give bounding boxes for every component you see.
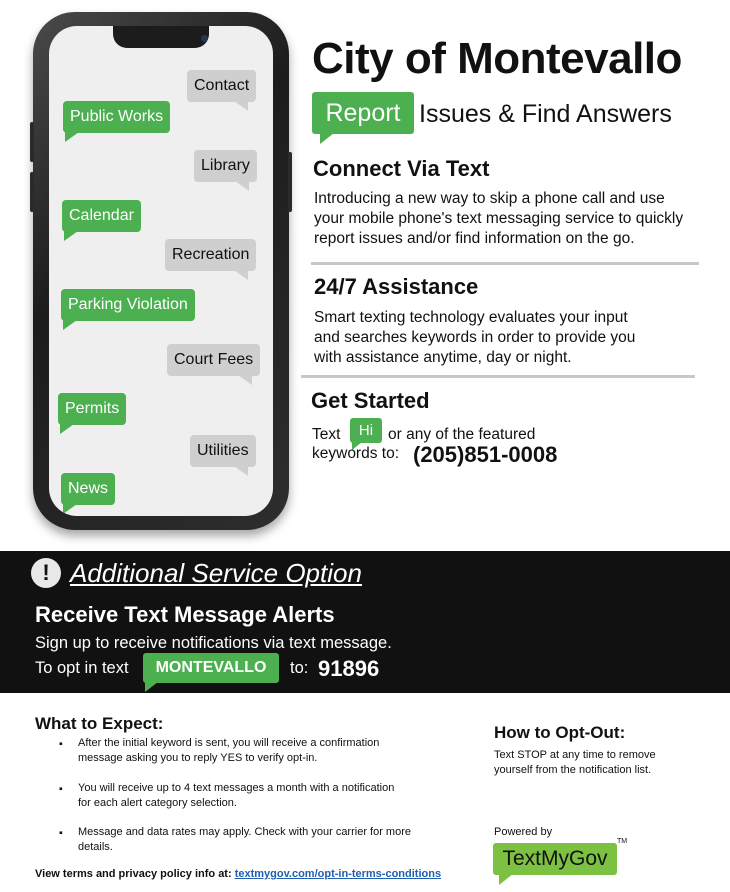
exclamation-icon: ! bbox=[31, 558, 61, 588]
expect-item-line: details. bbox=[78, 840, 113, 853]
keyword-bubble-news: News bbox=[61, 473, 115, 505]
keywords-to-text: keywords to: bbox=[312, 445, 400, 462]
phone-screen bbox=[49, 26, 273, 516]
phone-side-button bbox=[30, 122, 34, 162]
terms-prefix: View terms and privacy policy info at: bbox=[35, 868, 232, 880]
divider bbox=[301, 375, 695, 378]
report-bubble: Report bbox=[312, 92, 414, 134]
keyword-bubble-parking-violation: Parking Violation bbox=[61, 289, 195, 321]
assistance-heading: 24/7 Assistance bbox=[314, 274, 479, 299]
opt-out-line: yourself from the notification list. bbox=[494, 764, 652, 776]
opt-out-line: Text STOP at any time to remove bbox=[494, 749, 656, 761]
bullet-icon: ▪ bbox=[59, 827, 63, 839]
keyword-bubble-library: Library bbox=[194, 150, 257, 182]
keyword-bubble-calendar: Calendar bbox=[62, 200, 141, 232]
featured-text: or any of the featured bbox=[388, 426, 536, 443]
what-to-expect-heading: What to Expect: bbox=[35, 714, 164, 733]
powered-by-label: Powered by bbox=[494, 826, 553, 838]
expect-item bbox=[78, 736, 458, 765]
get-started-heading: Get Started bbox=[311, 388, 430, 413]
assistance-text bbox=[314, 308, 635, 368]
keyword-bubble-contact: Contact bbox=[187, 70, 256, 102]
additional-service-title: Additional Service Option bbox=[70, 558, 362, 588]
connect-text bbox=[314, 189, 683, 249]
phone-notch bbox=[113, 26, 209, 48]
bullet-icon: ▪ bbox=[59, 738, 63, 750]
divider bbox=[311, 262, 699, 265]
expect-item-line: message asking you to reply YES to verify opt-in. bbox=[78, 751, 318, 764]
textmygov-logo: TextMyGov bbox=[493, 843, 617, 875]
expect-item-line: You will receive up to 4 text messages a month with a notification bbox=[78, 782, 395, 794]
tagline: Issues & Find Answers bbox=[419, 100, 672, 128]
phone-illustration bbox=[33, 12, 289, 530]
connect-line: your mobile phone's text messaging service to quickly bbox=[314, 210, 684, 227]
expect-item-line: After the initial keyword is sent, you will receive a confirmation bbox=[78, 737, 380, 749]
text-word: Text bbox=[312, 426, 341, 443]
expect-item-line: Message and data rates may apply. Check with your carrier for more bbox=[78, 826, 411, 838]
optin-prefix: To opt in text bbox=[35, 659, 129, 677]
keyword-bubble-court-fees: Court Fees bbox=[167, 344, 260, 376]
keyword-bubble-public-works: Public Works bbox=[63, 101, 170, 133]
connect-line: report issues and/or find information on the go. bbox=[314, 230, 635, 247]
page-title: City of Montevallo bbox=[312, 34, 682, 83]
terms-line bbox=[35, 868, 441, 880]
bullet-icon: ▪ bbox=[59, 783, 63, 795]
montevallo-keyword-bubble: MONTEVALLO bbox=[143, 653, 279, 683]
expect-item bbox=[78, 781, 458, 810]
hi-bubble: Hi bbox=[350, 418, 382, 443]
assistance-line: and searches keywords in order to provide you bbox=[314, 329, 636, 346]
short-code: 91896 bbox=[318, 656, 380, 681]
assistance-line: with assistance anytime, day or night. bbox=[314, 349, 572, 366]
assistance-line: Smart texting technology evaluates your input bbox=[314, 309, 628, 326]
keyword-bubble-permits: Permits bbox=[58, 393, 126, 425]
trademark-mark: TM bbox=[617, 838, 628, 845]
connect-line: Introducing a new way to skip a phone call and use bbox=[314, 190, 665, 207]
expect-item bbox=[78, 825, 458, 854]
expect-item-line: for each alert category selection. bbox=[78, 796, 237, 809]
phone-side-button bbox=[288, 152, 292, 212]
phone-side-button bbox=[30, 172, 34, 212]
camera-icon bbox=[201, 35, 208, 42]
keyword-bubble-recreation: Recreation bbox=[165, 239, 256, 271]
signup-text: Sign up to receive notifications via text message. bbox=[35, 634, 392, 652]
alerts-heading: Receive Text Message Alerts bbox=[35, 602, 335, 627]
terms-link[interactable]: textmygov.com/opt-in-terms-conditions bbox=[234, 868, 442, 880]
to-label: to: bbox=[290, 659, 309, 677]
keyword-bubble-utilities: Utilities bbox=[190, 435, 256, 467]
phone-number: (205)851-0008 bbox=[413, 442, 558, 467]
opt-out-heading: How to Opt-Out: bbox=[494, 723, 626, 742]
connect-heading: Connect Via Text bbox=[313, 156, 490, 181]
opt-out-text bbox=[494, 748, 704, 778]
